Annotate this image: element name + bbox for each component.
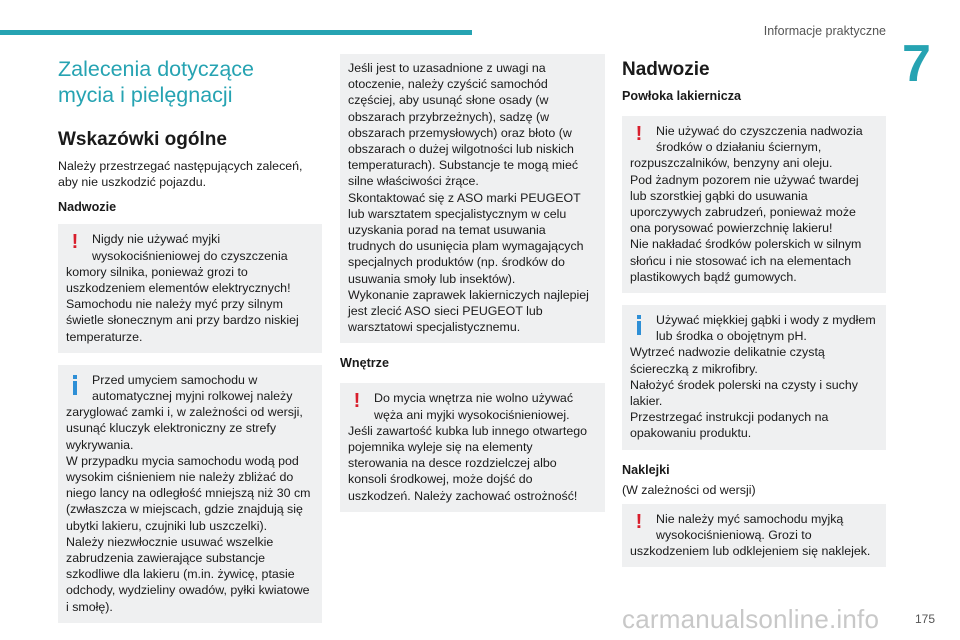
- column-3: [622, 54, 886, 567]
- body-subheading: Nadwozie: [58, 200, 117, 215]
- warning-text: Jeśli zawartość kubka lub innego otwartego pojemnika wyleje się na elementy sterowania na desce rozdzielczej albo konsoli środkowej, może dojść do uszkodzeń. Należy zachować ostrożność!: [348, 423, 587, 503]
- page-title-line-2: mycia i pielęgnacji: [58, 83, 233, 107]
- warning-text-lead: Do mycia wnętrza nie wolno używać węża ani myjki wysokociśnieniowej.: [374, 391, 574, 422]
- info-text: Wytrzeć nadwozie delikatnie czystą ściereczką z mikrofibry. Nałożyć środek polerski na czysty i suchy lakier. Przestrzegać instrukcji podanych na opakowaniu produktu.: [630, 345, 858, 441]
- version-note: (W zależności od wersji): [622, 482, 756, 497]
- stickers-subheading: Naklejki: [622, 462, 670, 477]
- body-heading: Nadwozie: [622, 59, 710, 80]
- warning-box-stickers: [622, 504, 886, 568]
- info-box-cleaning: [622, 305, 886, 450]
- page-title-line-1: Zalecenia dotyczące: [58, 57, 254, 81]
- warning-text: komory silnika, ponieważ grozi to uszkodzeniem elementów elektrycznych! Samochodu nie należy myć przy silnym świetle słonecznym ani przy bardzo niskiej temperaturze.: [66, 264, 299, 344]
- warning-box-pressure-washer: [58, 224, 322, 352]
- warning-text: uszkodzeniem lub odklejeniem się naklejek.: [630, 544, 871, 559]
- column-2: [340, 54, 605, 512]
- header-accent-bar: [0, 30, 472, 35]
- info-icon: [73, 375, 77, 404]
- warning-text-lead: Nie używać do czyszczenia nadwozia środków o działaniu ściernym,: [656, 124, 863, 155]
- warning-icon: !: [635, 510, 643, 533]
- paint-subheading: Powłoka lakiernicza: [622, 89, 741, 103]
- page-number: 175: [915, 612, 936, 626]
- warning-box-interior: [340, 383, 605, 511]
- column-1: [58, 54, 322, 623]
- warning-icon: !: [635, 123, 643, 145]
- info-box-car-wash: [58, 365, 322, 623]
- warning-icon: !: [71, 231, 79, 254]
- warning-box-paint: [622, 116, 886, 293]
- warning-icon: !: [353, 390, 361, 413]
- general-heading: Wskazówki ogólne: [58, 129, 227, 150]
- info-text-lead: Przed umyciem samochodu w automatycznej myjni rolkowej należy: [92, 372, 293, 404]
- warning-text-lead: Nigdy nie używać myjki wysokociśnieniowej do czyszczenia: [92, 232, 288, 263]
- info-icon: [637, 315, 641, 344]
- page-title: [58, 56, 322, 108]
- section-title: Informacje praktyczne: [763, 24, 886, 38]
- warning-text: rozpuszczalników, benzyny ani oleju. Pod żadnym pozorem nie używać twardej lub szorstkiej gąbki do usuwania uporczywych zabrudzeń, ponieważ może ona porysować powierzchnię lakieru! Nie nakładać środków polerskich w silnym słońcu i nie stosować ich na elementach plastikowych bądź gumowych.: [630, 156, 862, 284]
- chapter-number: 7: [902, 35, 931, 93]
- intro-text: Należy przestrzegać następujących zaleceń, aby nie uszkodzić pojazdu.: [58, 159, 303, 190]
- info-box-continued: Jeśli jest to uzasadnione z uwagi na otoczenie, należy czyścić samochód częściej, aby usunąć słone osady (w obszarach przybrzeżnych), sadzę (w obszarach przemysłowych) oraz błoto (w obszarach o dużej wilgotności lub niskich temperaturach). Substancje te mogą mieć silne właściwości żrące. Skontaktować się z ASO marki PEUGEOT lub warsztatem specjalistycznym w celu uzyskania porad na temat usuwania trudnych do usunięcia plam wymagających specjalnych produktów (np. środków do usuwania smoły lub insektów). Wykonanie zaprawek lakierniczych najlepiej jest zlecić ASO sieci PEUGEOT lub warsztatowi specjalistycznemu.: [340, 54, 605, 343]
- interior-subheading: Wnętrze: [340, 356, 389, 371]
- watermark: carmanualsonline.info: [622, 604, 880, 634]
- info-text: zaryglować zamki i, w zależności od wersji, usunąć kluczyk elektroniczny ze strefy wykrywania. W przypadku mycia samochodu wodą pod wysokim ciśnieniem nie należy zbliżać do niego lancy na odległość mniejszą niż 30 cm (zwłaszcza w miejscach, gdzie znajdują się ubytki lakieru, czujniki lub uszczelki). Należy niezwłocznie usuwać wszelkie zabrudzenia zawierające substancje szkodliwe dla lakieru (m.in. żywicę, ptasie odchody, wydzieliny owadów, pyłki kwiatowe i smołę).: [66, 405, 311, 614]
- info-text-lead: Używać miękkiej gąbki i wody z mydłem lub środka o obojętnym pH.: [656, 313, 876, 344]
- warning-text-lead: Nie należy myć samochodu myjką wysokociśnieniową. Grozi to: [656, 511, 844, 543]
